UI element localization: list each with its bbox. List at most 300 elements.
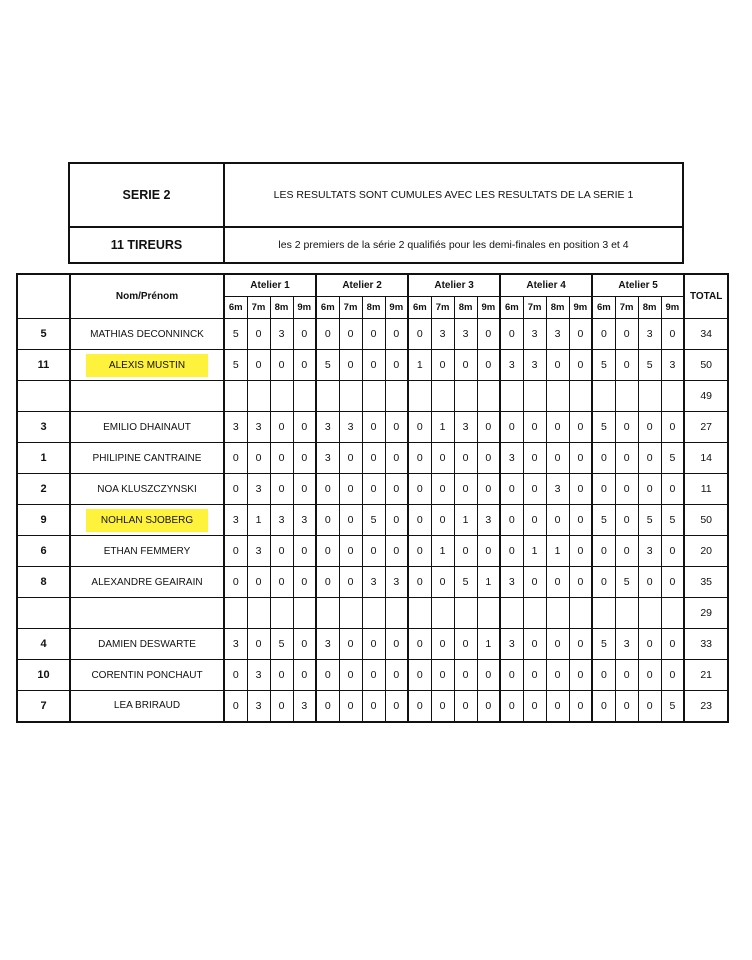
total-cell: 33 [684,629,728,660]
score-cell: 0 [523,443,546,474]
score-cell: 0 [500,474,523,505]
tireurs-label: 11 TIREURS [69,227,224,263]
shooter-name: EMILIO DHAINAUT [103,421,191,433]
score-cell: 0 [500,319,523,350]
score-cell: 3 [523,350,546,381]
score-cell: 3 [500,629,523,660]
score-cell: 0 [569,350,592,381]
score-cell [293,381,316,412]
score-cell: 0 [569,691,592,722]
score-cell: 0 [592,443,615,474]
total-cell: 27 [684,412,728,443]
score-cell: 0 [224,443,247,474]
score-cell: 0 [293,629,316,660]
score-cell: 3 [638,319,661,350]
rank-cell: 11 [17,350,70,381]
shooter-name: NOA KLUSZCZYNSKI [97,483,197,495]
score-cell: 0 [569,536,592,567]
score-cell: 0 [569,412,592,443]
score-cell: 3 [454,319,477,350]
score-cell: 3 [500,350,523,381]
score-cell: 5 [316,350,339,381]
score-cell: 0 [546,567,569,598]
score-cell: 0 [385,691,408,722]
score-cell: 0 [523,412,546,443]
rank-cell: 2 [17,474,70,505]
name-cell [70,598,224,629]
score-cell: 1 [546,536,569,567]
score-cell: 0 [362,660,385,691]
score-cell: 0 [615,474,638,505]
score-cell: 0 [638,691,661,722]
score-cell: 0 [523,567,546,598]
table-row [17,319,728,350]
score-cell: 0 [431,629,454,660]
score-cell [638,381,661,412]
score-cell: 0 [293,443,316,474]
score-cell: 0 [293,350,316,381]
score-cell: 0 [569,660,592,691]
score-cell: 0 [592,660,615,691]
table-row [17,629,728,660]
score-cell: 0 [270,536,293,567]
score-cell: 0 [385,474,408,505]
score-cell: 0 [270,567,293,598]
score-cell: 0 [385,536,408,567]
total-header: TOTAL [684,274,728,319]
score-cell: 0 [569,629,592,660]
total-cell: 49 [684,381,728,412]
serie-note: LES RESULTATS SONT CUMULES AVEC LES RESULTATS DE LA SERIE 1 [224,163,683,227]
distance-header: 9m [661,297,684,319]
distance-header: 8m [270,297,293,319]
score-cell: 0 [224,474,247,505]
score-cell: 0 [661,319,684,350]
score-cell: 3 [477,505,500,536]
score-cell: 0 [454,350,477,381]
rank-cell: 3 [17,412,70,443]
score-cell: 3 [454,412,477,443]
score-cell: 0 [615,350,638,381]
distance-header: 7m [339,297,362,319]
score-cell: 0 [569,319,592,350]
score-cell: 3 [661,350,684,381]
score-cell: 0 [477,474,500,505]
score-cell: 0 [477,536,500,567]
num-header [17,274,70,319]
name-cell [70,660,224,691]
table-row [17,474,728,505]
score-cell: 0 [247,350,270,381]
rank-cell: 7 [17,691,70,722]
score-cell: 0 [339,691,362,722]
score-cell: 0 [615,536,638,567]
table-row [17,443,728,474]
score-cell: 0 [408,474,431,505]
score-cell: 0 [431,443,454,474]
serie-label: SERIE 2 [69,163,224,227]
total-cell: 21 [684,660,728,691]
rank-cell [17,381,70,412]
name-header: Nom/Prénom [70,274,224,319]
score-cell: 1 [247,505,270,536]
table-row [17,691,728,722]
score-cell: 0 [293,474,316,505]
shooter-name: ETHAN FEMMERY [103,545,191,557]
total-cell: 35 [684,567,728,598]
name-cell [70,536,224,567]
score-cell: 0 [523,505,546,536]
score-cell: 0 [316,567,339,598]
score-cell: 0 [661,567,684,598]
score-cell: 0 [661,412,684,443]
total-cell: 14 [684,443,728,474]
atelier-header: Atelier 3 [408,274,500,297]
score-cell: 0 [615,691,638,722]
score-cell [408,598,431,629]
score-cell: 0 [592,691,615,722]
distance-header: 6m [408,297,431,319]
score-cell: 0 [638,412,661,443]
score-cell: 0 [408,660,431,691]
score-cell: 0 [431,691,454,722]
score-cell: 0 [477,660,500,691]
score-cell: 1 [523,536,546,567]
score-cell: 0 [431,350,454,381]
score-cell: 0 [592,474,615,505]
score-cell [500,598,523,629]
score-cell [477,381,500,412]
score-cell: 3 [247,412,270,443]
score-cell: 5 [661,691,684,722]
score-cell: 0 [569,474,592,505]
score-cell: 0 [615,443,638,474]
score-cell: 0 [270,412,293,443]
distance-header: 7m [431,297,454,319]
score-cell: 0 [477,350,500,381]
score-cell: 0 [546,629,569,660]
score-cell: 0 [408,319,431,350]
score-cell: 5 [638,505,661,536]
score-cell: 0 [615,505,638,536]
score-cell: 0 [224,536,247,567]
score-cell: 0 [546,691,569,722]
score-cell: 0 [270,443,293,474]
score-cell: 3 [523,319,546,350]
score-cell: 0 [546,350,569,381]
score-cell: 0 [385,443,408,474]
table-row [17,412,728,443]
score-cell: 0 [454,660,477,691]
distance-header: 6m [500,297,523,319]
score-cell: 0 [316,319,339,350]
score-cell: 0 [408,443,431,474]
score-cell [661,598,684,629]
distance-header: 7m [615,297,638,319]
score-cell [270,598,293,629]
score-cell: 3 [385,567,408,598]
score-cell: 0 [339,629,362,660]
score-cell: 0 [270,660,293,691]
score-cell: 3 [224,629,247,660]
score-cell: 0 [523,691,546,722]
distance-header: 9m [569,297,592,319]
rank-cell: 5 [17,319,70,350]
score-cell: 3 [247,536,270,567]
score-cell: 3 [316,412,339,443]
score-cell: 0 [293,319,316,350]
score-cell [592,381,615,412]
name-cell [70,319,224,350]
score-cell: 0 [431,567,454,598]
score-cell: 0 [316,691,339,722]
score-cell: 0 [569,567,592,598]
score-cell: 3 [247,691,270,722]
score-cell: 0 [638,629,661,660]
score-cell: 0 [500,536,523,567]
score-cell [385,598,408,629]
distance-header: 6m [224,297,247,319]
score-cell: 0 [661,660,684,691]
score-cell: 0 [293,567,316,598]
total-cell: 50 [684,505,728,536]
score-cell: 3 [316,629,339,660]
score-cell [362,598,385,629]
shooter-name: MATHIAS DECONNINCK [90,328,204,340]
score-cell: 0 [293,536,316,567]
highlighted-name: NOHLAN SJOBERG [86,509,208,532]
score-cell: 3 [339,412,362,443]
score-cell: 0 [615,412,638,443]
score-cell: 0 [661,536,684,567]
score-cell: 5 [592,629,615,660]
distance-header: 7m [523,297,546,319]
score-cell: 0 [638,567,661,598]
atelier-header: Atelier 2 [316,274,408,297]
name-cell [70,474,224,505]
score-cell [500,381,523,412]
score-cell: 0 [362,536,385,567]
rank-cell: 6 [17,536,70,567]
total-cell: 11 [684,474,728,505]
score-cell: 0 [408,567,431,598]
atelier-header: Atelier 1 [224,274,316,297]
score-cell: 1 [431,412,454,443]
score-cell: 3 [615,629,638,660]
score-cell [247,598,270,629]
score-cell: 5 [224,319,247,350]
score-cell: 5 [592,412,615,443]
distance-header: 8m [454,297,477,319]
score-cell [385,381,408,412]
score-cell: 1 [477,629,500,660]
score-cell [293,598,316,629]
score-cell: 0 [431,660,454,691]
score-cell: 3 [431,319,454,350]
score-cell: 0 [454,691,477,722]
score-cell: 3 [500,443,523,474]
score-cell: 0 [408,412,431,443]
table-row [17,505,728,536]
score-cell: 0 [523,660,546,691]
rank-cell [17,598,70,629]
score-cell: 0 [638,443,661,474]
score-cell: 0 [500,691,523,722]
score-cell: 0 [569,505,592,536]
score-cell: 5 [638,350,661,381]
score-cell: 0 [339,567,362,598]
score-cell: 0 [293,412,316,443]
score-cell: 0 [546,412,569,443]
name-cell [70,412,224,443]
table-row [17,598,728,629]
score-cell [615,381,638,412]
name-cell [70,567,224,598]
table-row [17,350,728,381]
score-cell: 5 [362,505,385,536]
score-cell: 0 [385,412,408,443]
distance-header: 8m [362,297,385,319]
score-cell: 0 [638,660,661,691]
score-cell: 0 [569,443,592,474]
rank-cell: 8 [17,567,70,598]
score-cell [592,598,615,629]
score-cell: 0 [339,474,362,505]
score-cell: 3 [224,412,247,443]
score-cell: 0 [339,660,362,691]
score-cell [316,381,339,412]
score-cell: 0 [362,474,385,505]
score-cell [431,598,454,629]
score-cell: 0 [362,412,385,443]
score-cell: 0 [454,443,477,474]
score-cell [362,381,385,412]
name-cell [70,629,224,660]
score-cell: 3 [362,567,385,598]
highlighted-name: ALEXIS MUSTIN [86,354,208,377]
score-cell: 3 [500,567,523,598]
score-cell [339,598,362,629]
rank-cell: 10 [17,660,70,691]
score-cell: 5 [270,629,293,660]
score-cell [546,598,569,629]
score-cell: 0 [500,412,523,443]
shooter-name: CORENTIN PONCHAUT [91,669,203,681]
score-cell: 0 [477,412,500,443]
series-header-table [68,162,684,264]
score-cell [615,598,638,629]
score-cell: 3 [638,536,661,567]
score-cell: 0 [339,505,362,536]
score-cell: 0 [362,350,385,381]
score-cell: 3 [546,474,569,505]
score-cell: 1 [431,536,454,567]
score-cell: 0 [523,474,546,505]
score-cell: 0 [477,319,500,350]
score-cell [316,598,339,629]
score-cell: 1 [408,350,431,381]
table-row [17,567,728,598]
score-cell: 0 [224,660,247,691]
score-cell: 0 [247,629,270,660]
total-cell: 34 [684,319,728,350]
score-cell: 0 [408,691,431,722]
score-cell: 0 [408,536,431,567]
score-cell: 0 [339,319,362,350]
score-cell [270,381,293,412]
shooter-name: DAMIEN DESWARTE [98,638,196,650]
score-cell: 0 [339,443,362,474]
score-cell [569,381,592,412]
score-cell: 0 [270,350,293,381]
score-cell: 1 [477,567,500,598]
score-cell: 3 [293,505,316,536]
distance-header: 9m [477,297,500,319]
score-cell: 5 [661,443,684,474]
score-cell: 5 [454,567,477,598]
score-cell: 0 [500,505,523,536]
score-cell: 0 [454,474,477,505]
rank-cell: 9 [17,505,70,536]
score-cell: 0 [385,505,408,536]
score-cell: 0 [431,474,454,505]
score-cell: 0 [546,660,569,691]
score-cell: 5 [592,505,615,536]
distance-header: 6m [316,297,339,319]
score-cell: 3 [546,319,569,350]
distance-header: 7m [247,297,270,319]
tireurs-note: les 2 premiers de la série 2 qualifiés pour les demi-finales en position 3 et 4 [224,227,683,263]
score-cell: 0 [454,536,477,567]
table-row [17,660,728,691]
total-cell: 29 [684,598,728,629]
score-cell: 0 [523,629,546,660]
score-cell: 0 [454,629,477,660]
score-cell [224,381,247,412]
score-cell [454,381,477,412]
distance-header: 9m [385,297,408,319]
shooter-name: ALEXANDRE GEAIRAIN [91,576,203,588]
score-cell: 0 [316,505,339,536]
score-cell: 3 [270,505,293,536]
rank-cell: 4 [17,629,70,660]
name-cell [70,381,224,412]
score-cell: 3 [270,319,293,350]
score-cell [454,598,477,629]
atelier-header: Atelier 4 [500,274,592,297]
score-cell: 0 [661,474,684,505]
score-cell: 0 [546,505,569,536]
distance-header: 8m [546,297,569,319]
score-cell: 0 [247,443,270,474]
score-cell: 0 [615,319,638,350]
score-cell: 0 [385,319,408,350]
atelier-header: Atelier 5 [592,274,684,297]
table-row [17,381,728,412]
name-cell [70,443,224,474]
score-cell: 0 [546,443,569,474]
score-cell: 0 [592,567,615,598]
score-cell [339,381,362,412]
score-cell: 0 [316,474,339,505]
score-cell: 0 [293,660,316,691]
score-cell: 3 [247,474,270,505]
score-cell: 5 [661,505,684,536]
total-cell: 20 [684,536,728,567]
score-cell [247,381,270,412]
score-cell: 0 [224,567,247,598]
score-cell: 0 [339,536,362,567]
